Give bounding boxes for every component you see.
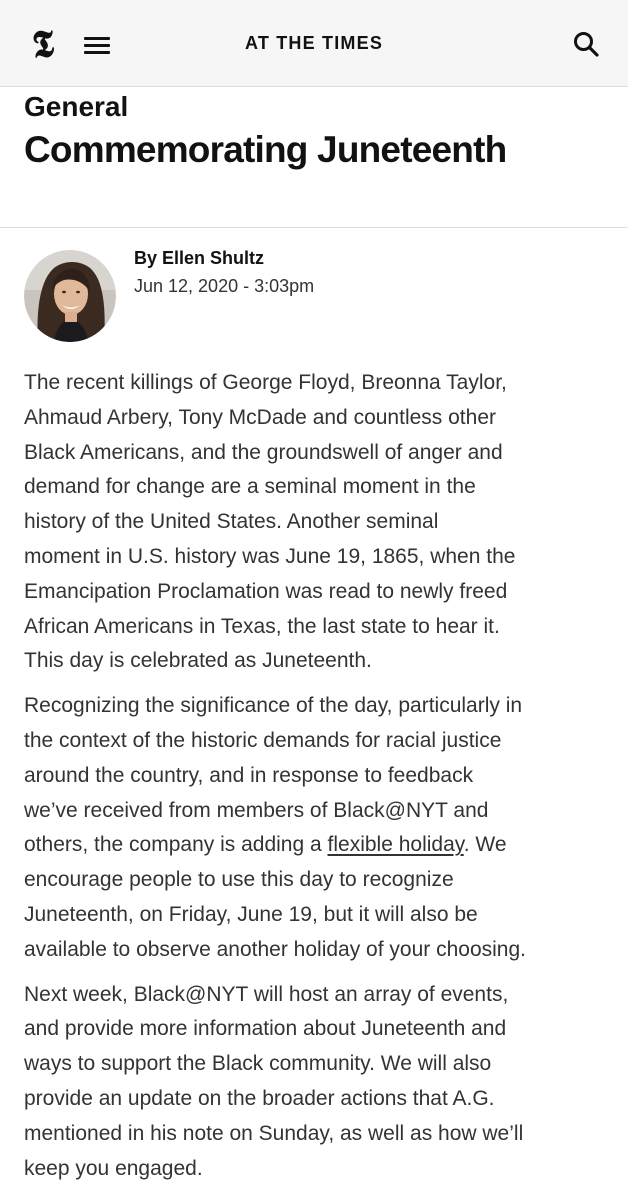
article-body <box>24 366 608 1196</box>
body-line: keep you engaged. <box>24 1156 203 1180</box>
body-line: history of the United States. Another seminal <box>24 510 439 534</box>
paragraph-2 <box>24 689 608 967</box>
body-line: demand for change are a seminal moment in the <box>24 475 476 499</box>
paragraph-3 <box>24 978 608 1187</box>
body-line: Juneteenth, on Friday, June 19, but it will also be <box>24 902 478 926</box>
body-text-fragment: others, the company is adding a <box>24 833 328 857</box>
body-line: we’ve received from members of Black@NYT and <box>24 798 489 822</box>
body-line: and provide more information about Juneteenth and <box>24 1017 507 1041</box>
body-line: moment in U.S. history was June 19, 1865, when the <box>24 544 516 568</box>
body-line: encourage people to use this day to recognize <box>24 868 454 892</box>
section-label: AT THE TIMES <box>244 33 384 53</box>
body-line: African Americans in Texas, the last state to hear it. <box>24 614 500 638</box>
body-line: Emancipation Proclamation was read to newly freed <box>24 579 508 603</box>
body-line: Ahmaud Arbery, Tony McDade and countless other <box>24 405 496 429</box>
body-line: ways to support the Black community. We will also <box>24 1052 492 1076</box>
article-category[interactable]: General <box>24 91 129 122</box>
body-line: Next week, Black@NYT will host an array of events, <box>24 982 509 1006</box>
body-line: The recent killings of George Floyd, Breonna Taylor, <box>24 371 507 394</box>
body-line: This day is celebrated as Juneteenth. <box>24 649 372 673</box>
author-avatar <box>24 250 116 342</box>
top-bar <box>0 0 628 87</box>
search-icon[interactable] <box>572 30 600 58</box>
article-headline: Commemorating Juneteenth <box>24 129 507 170</box>
body-line: around the country, and in response to feedback <box>24 763 474 787</box>
body-line: available to observe another holiday of your choosing. <box>24 937 526 961</box>
body-line: Black Americans, and the groundswell of anger and <box>24 440 503 464</box>
body-line <box>24 828 608 863</box>
author-byline[interactable]: By Ellen Shultz <box>134 248 265 268</box>
paragraph-1 <box>24 366 608 679</box>
body-line: Recognizing the significance of the day, particularly in <box>24 694 523 718</box>
flexible-holiday-link[interactable]: flexible holiday <box>327 833 464 857</box>
body-line: mentioned in his note on Sunday, as well as how we’ll <box>24 1121 524 1145</box>
publish-date: Jun 12, 2020 - 3:03pm <box>134 276 315 296</box>
header-divider <box>0 227 628 228</box>
body-line: the context of the historic demands for racial justice <box>24 728 502 752</box>
body-line: provide an update on the broader actions that A.G. <box>24 1086 495 1110</box>
nyt-logo-icon[interactable]: 𝕿 <box>30 19 56 68</box>
body-text-fragment: . We <box>463 833 507 857</box>
